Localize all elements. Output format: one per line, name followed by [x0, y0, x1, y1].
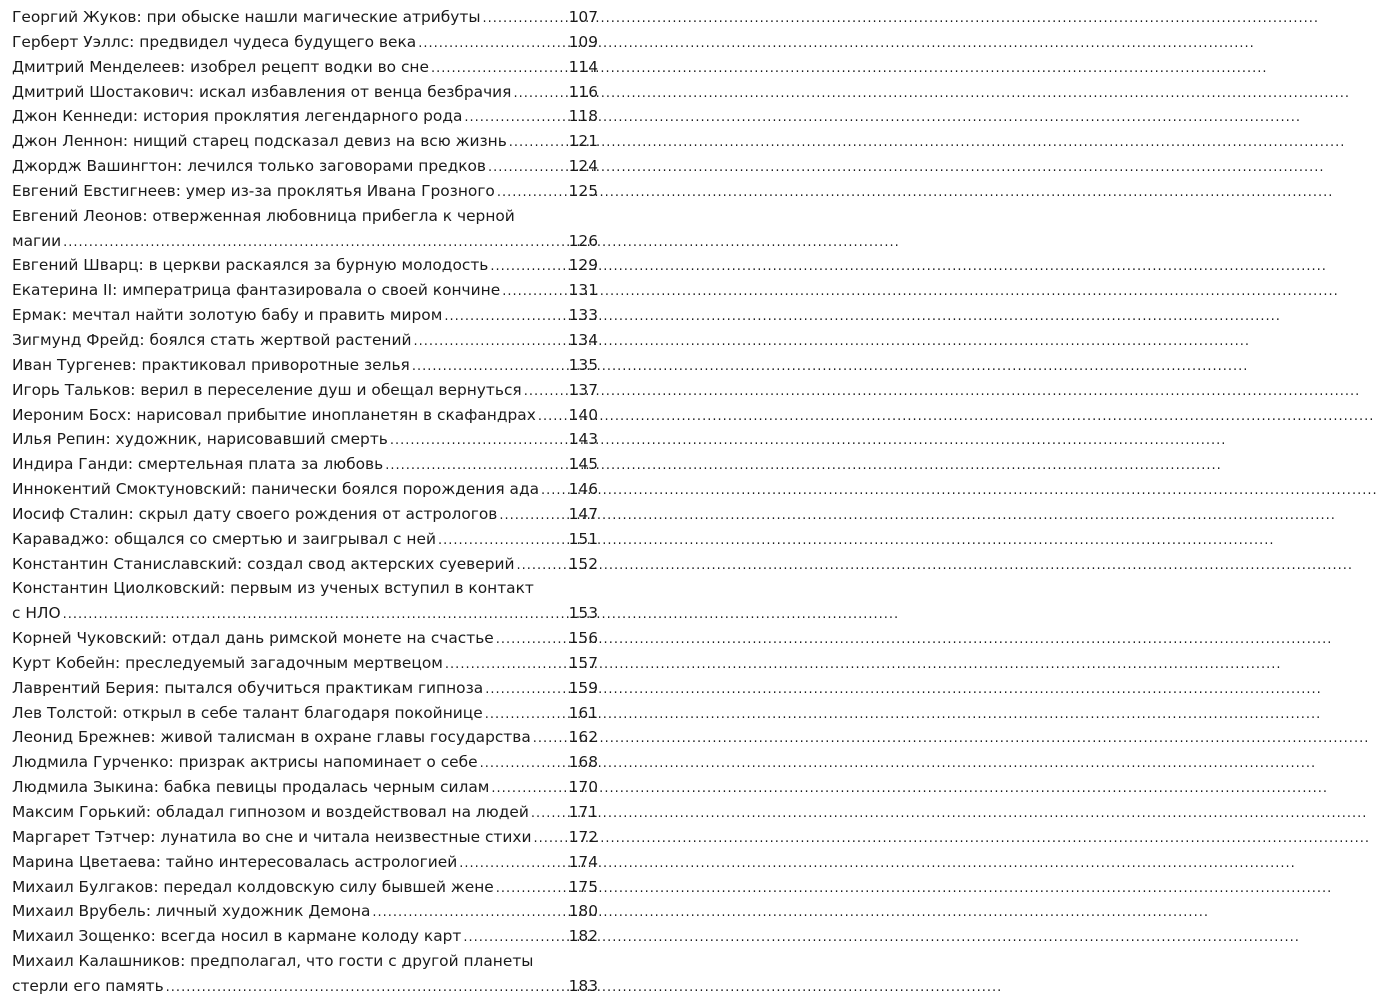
- toc-page-number: 107: [568, 8, 598, 26]
- toc-entry: [12, 725, 598, 750]
- toc-page-number: 109: [568, 32, 598, 51]
- dot-leader: [497, 181, 567, 206]
- dot-leader: [496, 628, 567, 653]
- toc-page-number: 133: [568, 306, 598, 325]
- toc-entry: [12, 129, 598, 154]
- toc-entry: [12, 477, 598, 502]
- dot-leader: [418, 32, 566, 57]
- toc-entry-title: Людмила Гурченко: призрак актрисы напоминает о себе: [12, 753, 478, 772]
- toc-entry-title: Михаил Зощенко: всегда носил в кармане колоду карт: [12, 927, 462, 946]
- dot-leader: [480, 752, 567, 777]
- toc-entry: [12, 154, 598, 179]
- toc-page-number: 174: [568, 852, 598, 871]
- toc-entry: [12, 899, 598, 924]
- toc-entry-title: Марина Цветаева: тайно интересовалась астрологией: [12, 852, 458, 871]
- toc-entry: [12, 949, 598, 999]
- toc-entry-title: Лаврентий Берия: пытался обучиться практикам гипноза: [12, 678, 484, 697]
- toc-entry: [12, 552, 598, 577]
- toc-page-number: 131: [568, 281, 598, 300]
- dot-leader: [509, 131, 567, 156]
- dot-leader: [496, 877, 567, 902]
- toc-entry: [12, 651, 598, 676]
- toc-entry: [12, 527, 598, 552]
- toc-entry: [12, 303, 598, 328]
- toc-entry-row: [12, 80, 598, 105]
- dot-leader: [166, 976, 567, 1001]
- toc-entry: [12, 403, 598, 428]
- toc-entry-title: Людмила Зыкина: бабка певицы продалась черным силам: [12, 778, 490, 797]
- toc-entry: [12, 278, 598, 303]
- toc-entry-title: Лев Толстой: открыл в себе талант благодаря покойнице: [12, 703, 483, 722]
- toc-entry-title: Иннокентий Смоктуновский: панически боялся порождения ада: [12, 480, 540, 499]
- dot-leader: [482, 7, 566, 32]
- dot-leader: [463, 926, 566, 951]
- toc-entry-title: Караваджо: общался со смертью и заигрывал с ней: [12, 529, 436, 548]
- toc-entry-title: Курт Кобейн: преследуемый загадочным мертвецом: [12, 653, 443, 672]
- toc-page-number: 180: [568, 902, 598, 921]
- toc-entry: [12, 775, 598, 800]
- dot-leader: [412, 355, 567, 380]
- toc-entry-row: [12, 676, 598, 701]
- toc-entry: [12, 701, 598, 726]
- toc-entry-row: [12, 477, 598, 502]
- toc-entry-title: Корней Чуковский: отдал дань римской монете на счастье: [12, 629, 494, 648]
- toc-entry-row: [12, 303, 598, 328]
- dot-leader: [431, 57, 567, 82]
- toc-entry-row: [12, 403, 598, 428]
- toc-page-number: 159: [568, 678, 598, 697]
- toc-entry-title: Евгений Шварц: в церкви раскаялся за бурную молодость: [12, 256, 489, 275]
- toc-entry-row: [12, 725, 598, 750]
- toc-page-number: 140: [568, 405, 598, 424]
- toc-page-number: 170: [568, 778, 598, 797]
- toc-entry: [12, 55, 598, 80]
- dot-leader: [499, 504, 566, 529]
- toc-page-number: 134: [568, 330, 598, 349]
- toc-entry-row: [12, 875, 598, 900]
- toc-entry: [12, 676, 598, 701]
- toc-entry-title: Ермак: мечтал найти золотую бабу и править миром: [12, 306, 443, 325]
- dot-leader: [488, 156, 567, 181]
- dot-leader: [534, 827, 567, 852]
- dot-leader: [372, 901, 566, 926]
- dot-leader: [414, 330, 567, 355]
- toc-entry: [12, 750, 598, 775]
- dot-leader: [502, 280, 566, 305]
- toc-entry: [12, 576, 598, 626]
- toc-page-number: 146: [568, 480, 598, 499]
- toc-entry-title: Зигмунд Фрейд: боялся стать жертвой растений: [12, 330, 412, 349]
- toc-entry-row: [12, 179, 598, 204]
- toc-entry-title: Дмитрий Шостакович: искал избавления от венца безбрачия: [12, 82, 512, 101]
- toc-entry-row: [12, 253, 598, 278]
- toc-entry-row: [12, 55, 598, 80]
- toc-entry-title: Константин Станиславский: создал свод актерских суеверий: [12, 554, 515, 573]
- toc-entry-row: [12, 651, 598, 676]
- toc-entry-title: Герберт Уэллс: предвидел чудеса будущего века: [12, 32, 417, 51]
- toc-entry-row: [12, 104, 598, 129]
- toc-entry: [12, 875, 598, 900]
- toc-page-number: 172: [568, 827, 598, 846]
- toc-page-number: 135: [568, 355, 598, 374]
- toc-entry-title: Илья Репин: художник, нарисовавший смерть: [12, 430, 388, 449]
- toc-entry-row: [12, 353, 598, 378]
- toc-entry-title-line: Константин Циолковский: первым из ученых вступил в контакт: [12, 579, 534, 598]
- toc-entry: [12, 204, 598, 254]
- dot-leader: [390, 429, 567, 454]
- toc-entry-row: [12, 427, 598, 452]
- toc-page-number: 183: [568, 976, 598, 995]
- toc-entry: [12, 353, 598, 378]
- dot-leader: [444, 305, 566, 330]
- dot-leader: [485, 678, 566, 703]
- dot-leader: [445, 653, 567, 678]
- toc-page-number: 175: [568, 877, 598, 896]
- toc-entry-title: стерли его память: [12, 976, 164, 995]
- toc-entry-title: Иероним Босх: нарисовал прибытие инопланетян в скафандрах: [12, 405, 536, 424]
- toc-entry-row: [12, 601, 598, 626]
- toc-entry-title: Максим Горький: обладал гипнозом и воздействовал на людей: [12, 803, 529, 821]
- toc-entry-title: Индира Ганди: смертельная плата за любовь: [12, 455, 384, 474]
- toc-page-number: 129: [568, 256, 598, 275]
- dot-leader: [513, 82, 566, 107]
- toc-entry-row: [12, 527, 598, 552]
- toc-entry-row: [12, 378, 598, 403]
- dot-leader: [491, 777, 566, 802]
- toc-page-number: 153: [568, 604, 598, 623]
- dot-leader: [517, 554, 567, 579]
- dot-leader: [524, 380, 567, 405]
- toc-entry: [12, 80, 598, 105]
- toc-entry-row: [12, 502, 598, 527]
- toc-page-number: 162: [568, 728, 598, 747]
- dot-leader: [531, 802, 567, 827]
- toc-entry-row: [12, 974, 598, 999]
- toc-entry-title-line: Михаил Калашников: предполагал, что гости с другой планеты: [12, 952, 534, 971]
- dot-leader: [63, 603, 567, 628]
- toc-page-number: 152: [568, 554, 598, 573]
- toc-entry-row: [12, 701, 598, 726]
- toc-entry: [12, 427, 598, 452]
- toc-page-number: 161: [568, 703, 598, 722]
- toc-entry: [12, 452, 598, 477]
- toc-entry-row: [12, 5, 598, 30]
- toc-page-number: 168: [568, 753, 598, 772]
- toc-entry-title: Джон Кеннеди: история проклятия легендарного рода: [12, 107, 463, 126]
- toc-page-number: 118: [568, 107, 598, 126]
- toc-page-number: 121: [568, 132, 598, 151]
- toc-page-number: 171: [568, 803, 598, 821]
- toc-entry-row: [12, 626, 598, 651]
- toc-entry-title: Михаил Булгаков: передал колдовскую силу бывшей жене: [12, 877, 494, 896]
- toc-page-number: 114: [568, 57, 598, 76]
- toc-entry-row: [12, 154, 598, 179]
- toc-list: [12, 5, 598, 999]
- toc-entry-row: [12, 800, 598, 825]
- toc-entry: [12, 626, 598, 651]
- toc-entry-row: [12, 750, 598, 775]
- toc-page-number: 143: [568, 430, 598, 449]
- dot-leader: [541, 479, 567, 504]
- toc-entry-row: [12, 129, 598, 154]
- dot-leader: [538, 405, 567, 430]
- toc-entry-title: Георгий Жуков: при обыске нашли магические атрибуты: [12, 8, 481, 26]
- toc-entry: [12, 924, 598, 949]
- toc-entry-title: Иван Тургенев: практиковал приворотные зелья: [12, 355, 410, 374]
- toc-entry-title: Джордж Вашингтон: лечился только заговорами предков: [12, 157, 486, 176]
- dot-leader: [533, 727, 567, 752]
- toc-entry: [12, 30, 598, 55]
- toc-entry-row: [12, 278, 598, 303]
- dot-leader: [63, 231, 566, 256]
- table-of-contents: [12, 5, 598, 999]
- toc-entry: [12, 502, 598, 527]
- toc-entry: [12, 378, 598, 403]
- dot-leader: [385, 454, 566, 479]
- toc-entry: [12, 825, 598, 850]
- toc-entry-title: Михаил Врубель: личный художник Демона: [12, 902, 371, 921]
- dot-leader: [464, 106, 566, 131]
- toc-entry-row: [12, 825, 598, 850]
- toc-entry-row: [12, 328, 598, 353]
- toc-entry: [12, 253, 598, 278]
- dot-leader: [485, 703, 567, 728]
- toc-entry-title: Джон Леннон: нищий старец подсказал девиз на всю жизнь: [12, 132, 507, 151]
- toc-entry-title: Маргарет Тэтчер: лунатила во сне и читала неизвестные стихи: [12, 827, 532, 846]
- toc-page-number: 182: [568, 927, 598, 946]
- toc-entry-title: Екатерина II: императрица фантазировала о своей кончине: [12, 281, 501, 300]
- toc-entry-title: Иосиф Сталин: скрыл дату своего рождения от астрологов: [12, 504, 498, 523]
- toc-entry-row: [12, 899, 598, 924]
- toc-entry-title-line: Евгений Леонов: отверженная любовница прибегла к черной: [12, 206, 515, 225]
- toc-entry-row: [12, 850, 598, 875]
- toc-page-number: 124: [568, 157, 598, 176]
- toc-entry: [12, 800, 598, 825]
- toc-entry: [12, 328, 598, 353]
- toc-page-number: 157: [568, 653, 598, 672]
- toc-entry-title: магии: [12, 231, 62, 250]
- toc-entry-row: [12, 229, 598, 254]
- toc-entry-row: [12, 30, 598, 55]
- toc-entry-title: Леонид Брежнев: живой талисман в охране главы государства: [12, 728, 531, 747]
- dot-leader: [438, 529, 567, 554]
- toc-page-number: 126: [568, 231, 598, 250]
- dot-leader: [459, 852, 566, 877]
- toc-page-number: 147: [568, 504, 598, 523]
- toc-entry-row: [12, 775, 598, 800]
- toc-entry-row: [12, 452, 598, 477]
- toc-entry-title: Дмитрий Менделеев: изобрел рецепт водки во сне: [12, 57, 429, 76]
- dot-leader: [490, 255, 566, 280]
- toc-page-number: 125: [568, 181, 598, 200]
- toc-page-number: 151: [568, 529, 598, 548]
- toc-entry: [12, 179, 598, 204]
- toc-entry-title: Игорь Тальков: верил в переселение душ и обещал вернуться: [12, 380, 522, 399]
- toc-entry: [12, 850, 598, 875]
- toc-page-number: 145: [568, 455, 598, 474]
- toc-entry-row: [12, 552, 598, 577]
- toc-entry-row: [12, 924, 598, 949]
- toc-entry: [12, 5, 598, 30]
- toc-entry-title: с НЛО: [12, 604, 61, 623]
- toc-page-number: 156: [568, 629, 598, 648]
- toc-page-number: 116: [568, 82, 598, 101]
- toc-entry-title: Евгений Евстигнеев: умер из-за проклятья Ивана Грозного: [12, 181, 495, 200]
- toc-page-number: 137: [568, 380, 598, 399]
- toc-entry: [12, 104, 598, 129]
